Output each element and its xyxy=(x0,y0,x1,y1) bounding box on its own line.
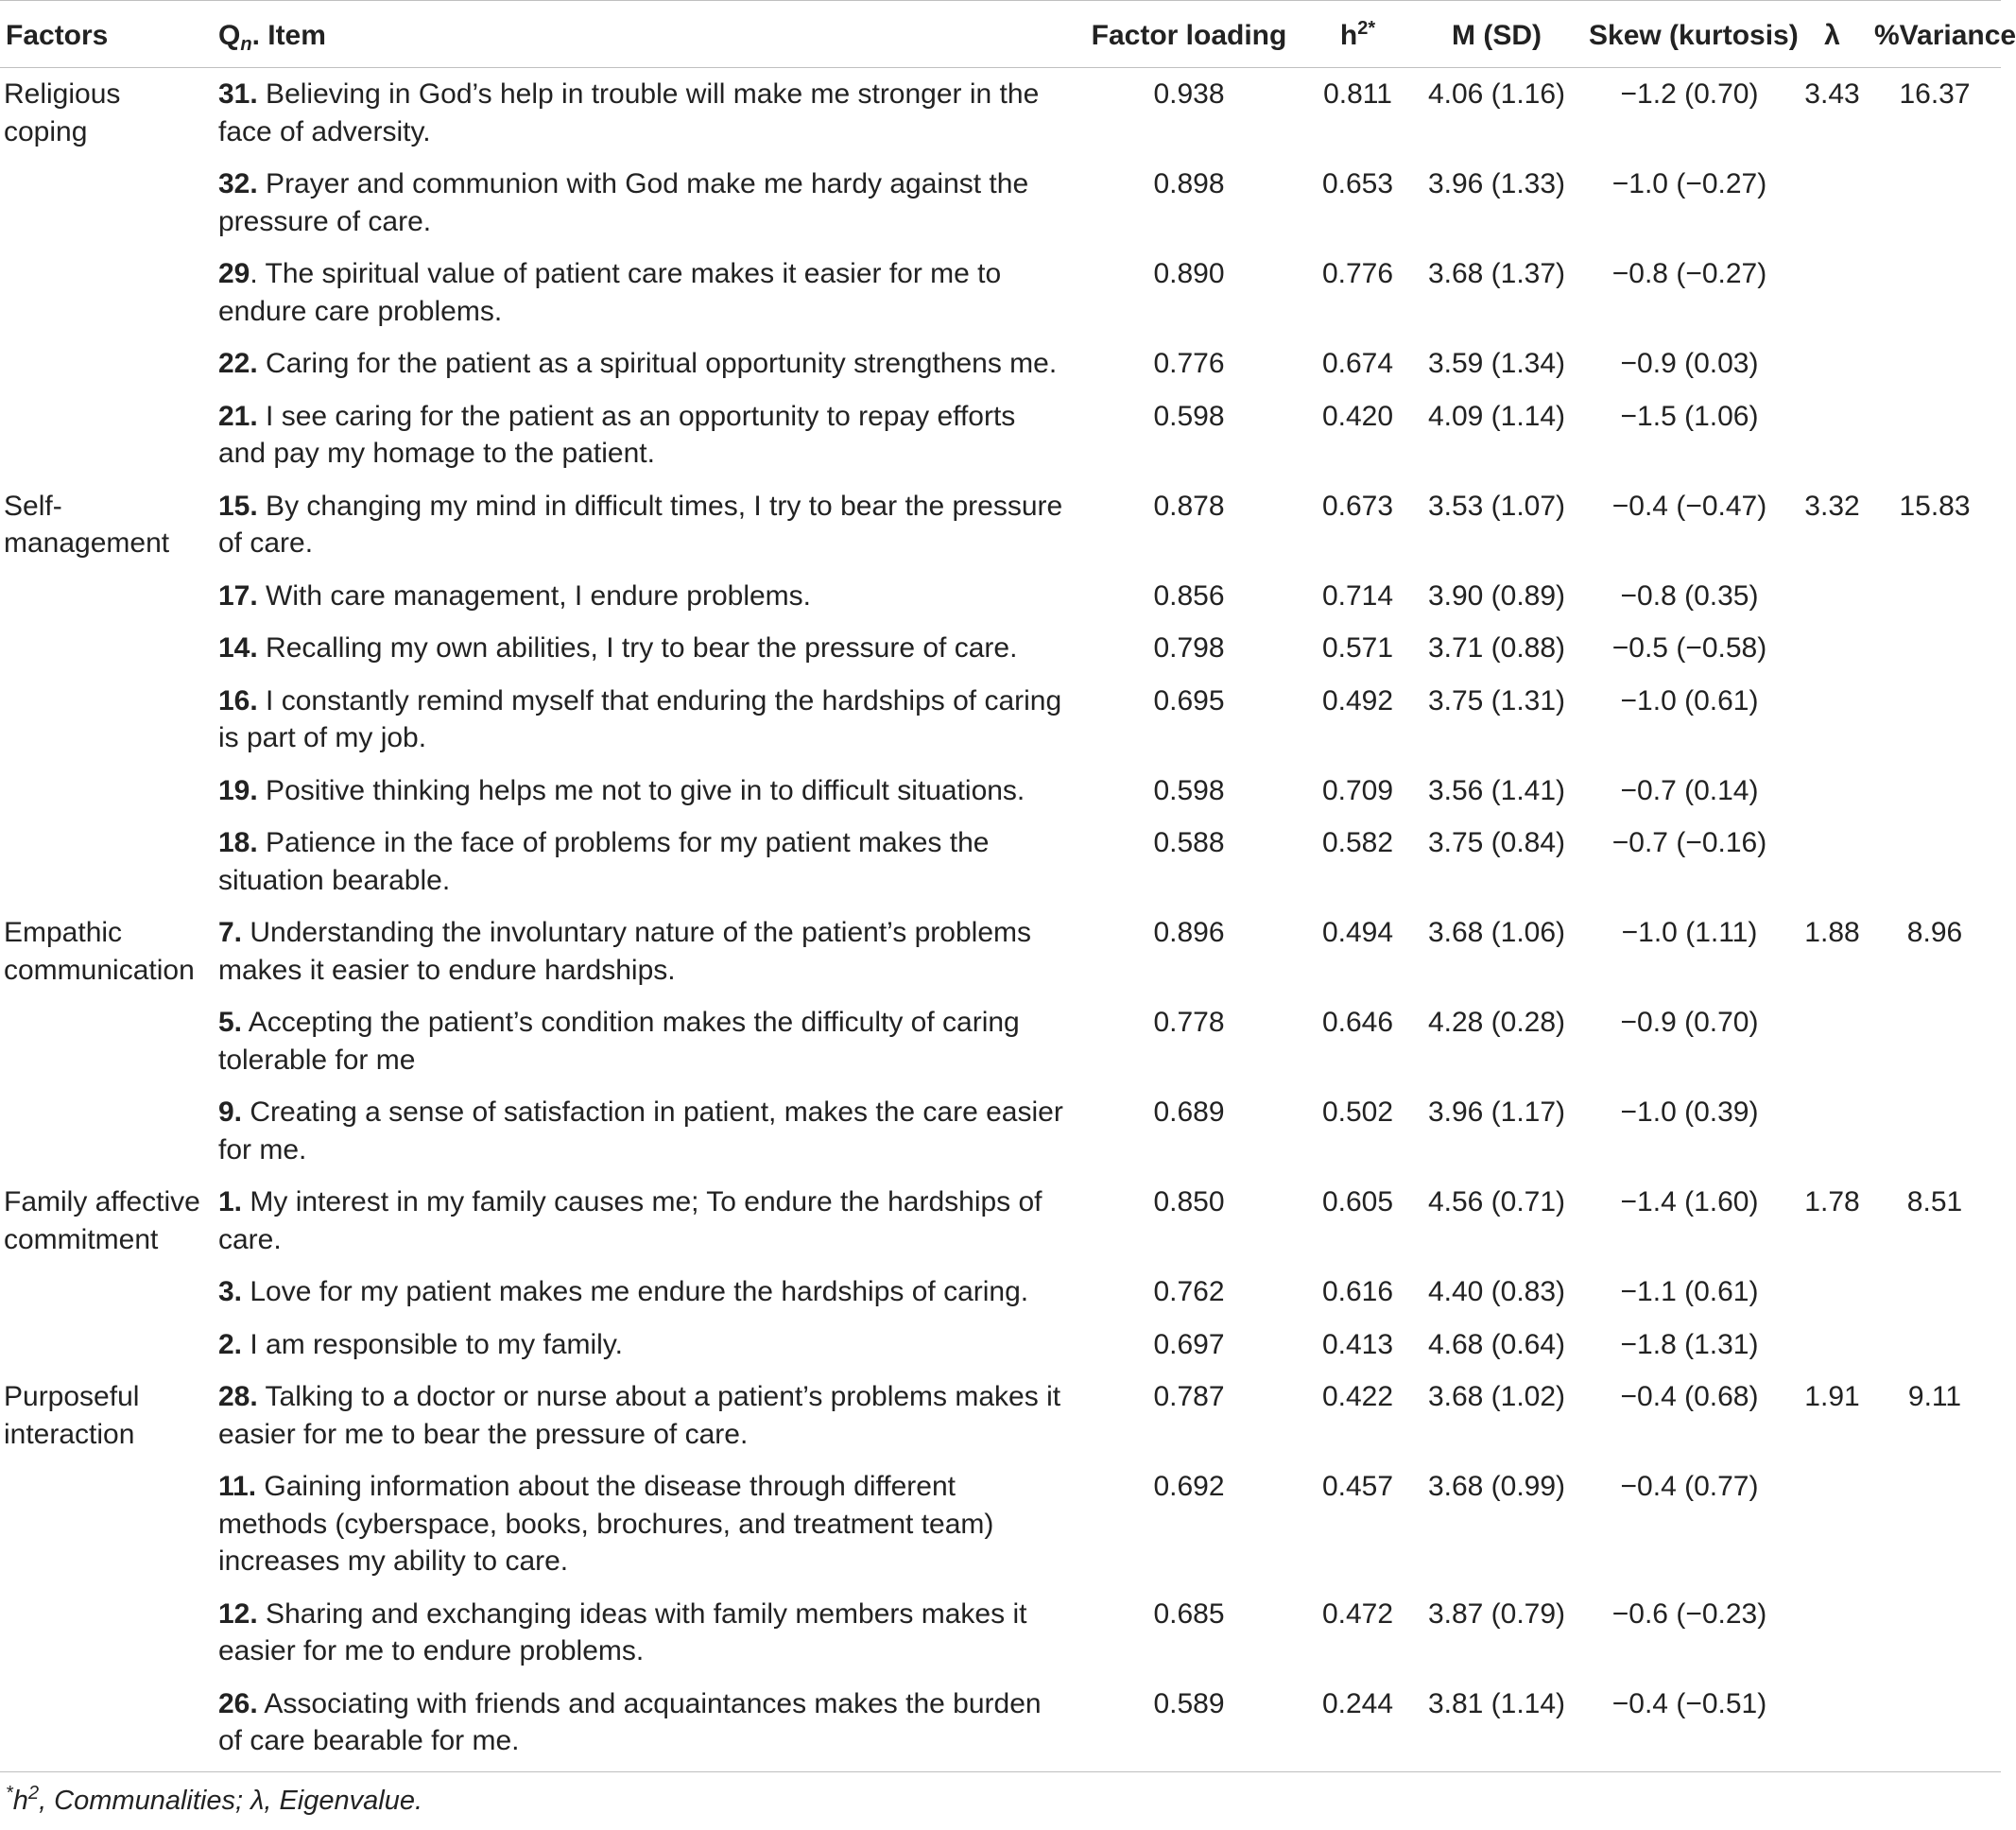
header-msd: M (SD) xyxy=(1410,1,1583,68)
mean-sd-cell: 4.56 (0.71) xyxy=(1427,1186,1566,1217)
item-cell xyxy=(213,1176,1073,1266)
factor-loading-cell: 0.762 xyxy=(1153,1276,1225,1307)
skew-kurtosis-cell: −0.4 (0.77) xyxy=(1620,1471,1759,1502)
item-text: My interest in my family causes me; To endure the hardships of care. xyxy=(218,1186,1042,1255)
factor-loading-cell: 0.856 xyxy=(1153,579,1225,612)
communality-cell: 0.646 xyxy=(1321,1007,1394,1038)
header-factors: Factors xyxy=(0,1,213,68)
table-row xyxy=(0,570,2001,623)
item-cell xyxy=(213,675,1073,765)
variance-cell: 16.37 xyxy=(1899,78,1971,110)
mean-sd-cell: 3.68 (1.37) xyxy=(1427,258,1566,289)
item-number: 14. xyxy=(218,632,258,664)
variance-cell xyxy=(1869,570,2001,623)
table-row xyxy=(0,1086,2001,1176)
skew-kurtosis-cell: −1.0 (−0.27) xyxy=(1611,168,1767,199)
header-h2-base: h xyxy=(1339,20,1358,51)
communality-cell: 0.457 xyxy=(1321,1471,1394,1502)
item-number: 5. xyxy=(218,1007,243,1038)
eigenvalue-cell: 3.32 xyxy=(1804,490,1860,522)
factor-cell xyxy=(0,1319,213,1372)
table-header-row xyxy=(0,1,2001,68)
eigenvalue-cell xyxy=(1796,337,1869,390)
mean-sd-cell: 3.71 (0.88) xyxy=(1427,632,1566,664)
eigenvalue-cell: 1.88 xyxy=(1804,917,1860,948)
factor-loading-cell: 0.588 xyxy=(1153,827,1225,858)
eigenvalue-cell xyxy=(1796,390,1869,480)
communality-cell: 0.244 xyxy=(1321,1687,1394,1719)
eigenvalue-cell: 1.78 xyxy=(1804,1186,1860,1217)
item-cell xyxy=(213,570,1073,623)
item-number: 2. xyxy=(218,1328,243,1360)
factor-loading-cell: 0.598 xyxy=(1153,400,1225,432)
item-text: . The spiritual value of patient care makes it easier for me to endure care problems. xyxy=(218,258,1002,327)
item-cell xyxy=(213,1371,1073,1460)
variance-cell: 15.83 xyxy=(1899,490,1971,522)
variance-cell xyxy=(1869,1460,2001,1588)
item-cell xyxy=(213,337,1073,390)
item-text: Love for my patient makes me endure the hardships of caring. xyxy=(242,1276,1029,1307)
item-number: 18. xyxy=(218,827,258,858)
mean-sd-cell: 3.81 (1.14) xyxy=(1427,1687,1566,1719)
item-cell xyxy=(213,248,1073,337)
header-item xyxy=(213,1,1073,68)
factor-loading-cell: 0.692 xyxy=(1153,1471,1225,1502)
skew-kurtosis-cell: −0.8 (−0.27) xyxy=(1611,258,1767,289)
table-body xyxy=(0,68,2001,1771)
communality-cell: 0.571 xyxy=(1321,632,1394,664)
variance-cell: 8.96 xyxy=(1906,917,1963,948)
item-text: With care management, I endure problems. xyxy=(257,579,811,612)
header-variance: %Variance xyxy=(1869,1,2001,68)
skew-kurtosis-cell: −1.2 (0.70) xyxy=(1620,78,1759,110)
table-footnote xyxy=(0,1772,2001,1830)
item-text: Believing in God’s help in trouble will make me stronger in the face of adversity. xyxy=(218,78,1040,147)
item-cell xyxy=(213,1678,1073,1771)
item-number: 9. xyxy=(218,1096,243,1128)
variance-cell xyxy=(1869,817,2001,906)
table-row xyxy=(0,248,2001,337)
eigenvalue-cell xyxy=(1796,1460,1869,1588)
item-cell xyxy=(213,1588,1073,1678)
table-row xyxy=(0,1176,2001,1266)
variance-cell: 9.11 xyxy=(1907,1381,1962,1412)
table-row xyxy=(0,390,2001,480)
table-row xyxy=(0,158,2001,248)
item-number: 22. xyxy=(218,348,258,379)
factor-loading-cell: 0.896 xyxy=(1153,917,1225,948)
skew-kurtosis-cell: −1.5 (1.06) xyxy=(1620,400,1759,432)
header-item-sub: n xyxy=(240,34,252,55)
variance-cell xyxy=(1869,622,2001,675)
item-text: Positive thinking helps me not to give in to difficult situations. xyxy=(257,774,1025,806)
skew-kurtosis-cell: −0.8 (0.35) xyxy=(1620,579,1759,612)
factor-cell: Empathic communication xyxy=(4,917,195,986)
factor-cell: Self-management xyxy=(4,490,170,559)
eigenvalue-cell xyxy=(1796,248,1869,337)
item-cell xyxy=(213,480,1073,570)
factor-cell: Religious coping xyxy=(4,78,121,147)
factor-loading-cell: 0.695 xyxy=(1153,684,1225,716)
skew-kurtosis-cell: −0.7 (0.14) xyxy=(1620,774,1759,806)
communality-cell: 0.709 xyxy=(1321,774,1394,806)
eigenvalue-cell xyxy=(1796,996,1869,1086)
mean-sd-cell: 4.40 (0.83) xyxy=(1427,1276,1566,1307)
communality-cell: 0.673 xyxy=(1321,490,1394,522)
communality-cell: 0.811 xyxy=(1323,78,1392,110)
item-cell xyxy=(213,1319,1073,1372)
table-row xyxy=(0,1678,2001,1771)
communality-cell: 0.494 xyxy=(1321,917,1394,948)
skew-kurtosis-cell: −1.4 (1.60) xyxy=(1620,1186,1759,1217)
item-number: 26. xyxy=(218,1687,258,1719)
eigenvalue-cell xyxy=(1796,675,1869,765)
factor-cell: Purposeful interaction xyxy=(4,1381,140,1450)
item-number: 11. xyxy=(218,1471,257,1502)
header-loading: Factor loading xyxy=(1073,1,1305,68)
skew-kurtosis-cell: −0.6 (−0.23) xyxy=(1611,1597,1767,1630)
skew-kurtosis-cell: −0.9 (0.70) xyxy=(1620,1007,1759,1038)
mean-sd-cell: 3.68 (1.02) xyxy=(1427,1381,1566,1412)
mean-sd-cell: 4.09 (1.14) xyxy=(1427,400,1566,432)
item-text: Patience in the face of problems for my patient makes the situation bearable. xyxy=(218,827,990,896)
variance-cell xyxy=(1869,158,2001,248)
mean-sd-cell: 3.90 (0.89) xyxy=(1427,579,1566,612)
variance-cell xyxy=(1869,337,2001,390)
eigenvalue-cell xyxy=(1796,570,1869,623)
item-text: Prayer and communion with God make me hardy against the pressure of care. xyxy=(218,168,1029,237)
item-number: 17. xyxy=(218,579,258,612)
item-text: Accepting the patient’s condition makes the difficulty of caring tolerable for me xyxy=(218,1007,1020,1076)
item-text: Associating with friends and acquaintances makes the burden of care bearable for me. xyxy=(218,1687,1042,1756)
table-row xyxy=(0,622,2001,675)
header-h2 xyxy=(1305,1,1410,68)
communality-cell: 0.582 xyxy=(1321,827,1394,858)
eigenvalue-cell: 1.91 xyxy=(1804,1381,1860,1412)
variance-cell xyxy=(1869,675,2001,765)
item-text: Sharing and exchanging ideas with family members makes it easier for me to endure problems. xyxy=(218,1597,1027,1666)
variance-cell xyxy=(1869,1319,2001,1372)
skew-kurtosis-cell: −0.4 (0.68) xyxy=(1620,1381,1759,1412)
factor-loading-cell: 0.787 xyxy=(1153,1381,1225,1412)
mean-sd-cell: 3.53 (1.07) xyxy=(1427,490,1566,522)
communality-cell: 0.420 xyxy=(1321,400,1394,432)
factor-cell xyxy=(0,570,213,623)
mean-sd-cell: 3.59 (1.34) xyxy=(1427,348,1566,379)
mean-sd-cell: 3.96 (1.33) xyxy=(1427,168,1566,199)
header-item-rest: . Item xyxy=(251,20,326,51)
factor-loading-cell: 0.685 xyxy=(1153,1597,1225,1630)
item-number: 32. xyxy=(218,168,258,199)
table-row xyxy=(0,1319,2001,1372)
table-row xyxy=(0,906,2001,996)
communality-cell: 0.616 xyxy=(1321,1276,1394,1307)
communality-cell: 0.605 xyxy=(1321,1186,1394,1217)
eigenvalue-cell: 3.43 xyxy=(1804,78,1860,110)
table-row xyxy=(0,817,2001,906)
mean-sd-cell: 3.68 (0.99) xyxy=(1427,1471,1566,1502)
item-text: Recalling my own abilities, I try to bear the pressure of care. xyxy=(257,632,1018,664)
skew-kurtosis-cell: −0.7 (−0.16) xyxy=(1611,827,1767,858)
item-cell xyxy=(213,996,1073,1086)
footnote-rest: , Communalities; λ, Eigenvalue. xyxy=(39,1785,423,1816)
item-text: Talking to a doctor or nurse about a patient’s problems makes it easier for me to bear the pressure of care. xyxy=(218,1381,1061,1450)
item-number: 12. xyxy=(218,1597,258,1630)
factor-cell xyxy=(0,1588,213,1678)
factor-cell xyxy=(0,765,213,818)
item-cell xyxy=(213,1266,1073,1319)
header-skew: Skew (kurtosis) xyxy=(1583,1,1796,68)
factor-cell xyxy=(0,817,213,906)
variance-cell: 8.51 xyxy=(1906,1186,1963,1217)
mean-sd-cell: 3.68 (1.06) xyxy=(1427,917,1566,948)
variance-cell xyxy=(1869,1266,2001,1319)
communality-cell: 0.472 xyxy=(1321,1597,1394,1630)
factor-cell xyxy=(0,158,213,248)
skew-kurtosis-cell: −1.0 (0.39) xyxy=(1620,1096,1759,1128)
variance-cell xyxy=(1869,1086,2001,1176)
variance-cell xyxy=(1869,765,2001,818)
factor-loading-cell: 0.776 xyxy=(1153,348,1225,379)
item-text: Understanding the involuntary nature of the patient’s problems makes it easier to endure hardships. xyxy=(218,917,1031,986)
table-row xyxy=(0,765,2001,818)
communality-cell: 0.492 xyxy=(1321,684,1394,716)
communality-cell: 0.776 xyxy=(1321,258,1394,289)
variance-cell xyxy=(1869,996,2001,1086)
eigenvalue-cell xyxy=(1796,158,1869,248)
communality-cell: 0.653 xyxy=(1321,168,1394,199)
item-cell xyxy=(213,1086,1073,1176)
factor-cell xyxy=(0,1460,213,1588)
factor-loading-cell: 0.598 xyxy=(1153,774,1225,806)
item-number: 7. xyxy=(218,917,243,948)
communality-cell: 0.714 xyxy=(1321,579,1394,612)
factor-cell xyxy=(0,1678,213,1771)
skew-kurtosis-cell: −1.8 (1.31) xyxy=(1620,1328,1759,1360)
skew-kurtosis-cell: −0.5 (−0.58) xyxy=(1611,632,1767,664)
skew-kurtosis-cell: −1.0 (0.61) xyxy=(1620,684,1759,716)
item-text: Creating a sense of satisfaction in patient, makes the care easier for me. xyxy=(218,1096,1063,1165)
communality-cell: 0.413 xyxy=(1321,1328,1394,1360)
item-cell xyxy=(213,622,1073,675)
eigenvalue-cell xyxy=(1796,1588,1869,1678)
variance-cell xyxy=(1869,248,2001,337)
item-cell xyxy=(213,390,1073,480)
factor-loading-cell: 0.697 xyxy=(1153,1328,1225,1360)
header-item-q: Q xyxy=(218,20,241,51)
factor-cell xyxy=(0,1266,213,1319)
eigenvalue-cell xyxy=(1796,1319,1869,1372)
item-cell xyxy=(213,68,1073,159)
factor-cell xyxy=(0,1086,213,1176)
item-cell xyxy=(213,906,1073,996)
item-number: 29 xyxy=(218,258,250,289)
factor-cell xyxy=(0,675,213,765)
variance-cell xyxy=(1869,1588,2001,1678)
item-number: 28. xyxy=(218,1381,258,1412)
factor-cell xyxy=(0,248,213,337)
header-h2-sup: 2* xyxy=(1357,18,1376,39)
mean-sd-cell: 3.75 (0.84) xyxy=(1427,827,1566,858)
skew-kurtosis-cell: −0.4 (−0.47) xyxy=(1611,490,1767,522)
skew-kurtosis-cell: −0.4 (−0.51) xyxy=(1611,1687,1767,1719)
mean-sd-cell: 4.68 (0.64) xyxy=(1427,1328,1566,1360)
factor-loading-cell: 0.689 xyxy=(1153,1096,1225,1128)
mean-sd-cell: 3.87 (0.79) xyxy=(1427,1597,1566,1630)
item-cell xyxy=(213,765,1073,818)
footnote-h-sup: 2 xyxy=(27,1782,40,1804)
table-row xyxy=(0,675,2001,765)
variance-cell xyxy=(1869,1678,2001,1771)
factor-loading-cell: 0.878 xyxy=(1153,490,1225,522)
factor-loading-cell: 0.898 xyxy=(1153,168,1225,199)
item-cell xyxy=(213,1460,1073,1588)
variance-cell xyxy=(1869,390,2001,480)
eigenvalue-cell xyxy=(1796,817,1869,906)
table-row xyxy=(0,68,2001,159)
item-number: 3. xyxy=(218,1276,243,1307)
item-number: 15. xyxy=(218,490,258,522)
eigenvalue-cell xyxy=(1796,765,1869,818)
mean-sd-cell: 3.56 (1.41) xyxy=(1427,774,1566,806)
mean-sd-cell: 4.28 (0.28) xyxy=(1427,1007,1566,1038)
table-row xyxy=(0,337,2001,390)
footnote-star: * xyxy=(6,1782,13,1804)
communality-cell: 0.502 xyxy=(1321,1096,1394,1128)
item-text: I constantly remind myself that enduring the hardships of caring is part of my job. xyxy=(218,684,1062,753)
item-number: 19. xyxy=(218,774,258,806)
skew-kurtosis-cell: −0.9 (0.03) xyxy=(1620,348,1759,379)
factor-loading-cell: 0.778 xyxy=(1153,1007,1225,1038)
item-text: Caring for the patient as a spiritual opportunity strengthens me. xyxy=(257,348,1058,379)
footnote-h: h xyxy=(12,1785,28,1816)
skew-kurtosis-cell: −1.0 (1.11) xyxy=(1621,917,1758,948)
mean-sd-cell: 4.06 (1.16) xyxy=(1427,78,1566,110)
eigenvalue-cell xyxy=(1796,1086,1869,1176)
item-number: 21. xyxy=(218,400,258,432)
item-number: 31. xyxy=(218,78,258,110)
item-text: Gaining information about the disease through different methods (cyberspace, books, brochures, and treatment team) increases my ability to care. xyxy=(218,1471,994,1577)
factor-loading-cell: 0.890 xyxy=(1153,258,1225,289)
factor-cell xyxy=(0,390,213,480)
table-row xyxy=(0,996,2001,1086)
factor-cell xyxy=(0,622,213,675)
table-row xyxy=(0,1266,2001,1319)
header-lambda: λ xyxy=(1796,1,1869,68)
factor-loading-cell: 0.798 xyxy=(1153,632,1225,664)
item-text: I see caring for the patient as an opportunity to repay efforts and pay my homage to the patient. xyxy=(218,400,1016,469)
mean-sd-cell: 3.75 (1.31) xyxy=(1427,684,1566,716)
eigenvalue-cell xyxy=(1796,1678,1869,1771)
factor-cell xyxy=(0,337,213,390)
communality-cell: 0.422 xyxy=(1321,1381,1394,1412)
eigenvalue-cell xyxy=(1796,622,1869,675)
item-number: 1. xyxy=(218,1186,243,1217)
item-text: I am responsible to my family. xyxy=(242,1328,623,1360)
factor-cell xyxy=(0,996,213,1086)
communality-cell: 0.674 xyxy=(1321,348,1394,379)
table-row xyxy=(0,1588,2001,1678)
factor-cell: Family affective commitment xyxy=(4,1186,200,1255)
item-number: 16. xyxy=(218,684,258,716)
factor-loading-cell: 0.589 xyxy=(1153,1687,1225,1719)
factor-loading-cell: 0.938 xyxy=(1153,78,1225,110)
skew-kurtosis-cell: −1.1 (0.61) xyxy=(1620,1276,1759,1307)
item-cell xyxy=(213,817,1073,906)
factor-loading-cell: 0.850 xyxy=(1153,1186,1225,1217)
item-cell xyxy=(213,158,1073,248)
table-row xyxy=(0,1371,2001,1460)
table-row xyxy=(0,1460,2001,1588)
table-row xyxy=(0,480,2001,570)
mean-sd-cell: 3.96 (1.17) xyxy=(1427,1096,1566,1128)
item-text: By changing my mind in difficult times, I try to bear the pressure of care. xyxy=(218,490,1063,559)
eigenvalue-cell xyxy=(1796,1266,1869,1319)
